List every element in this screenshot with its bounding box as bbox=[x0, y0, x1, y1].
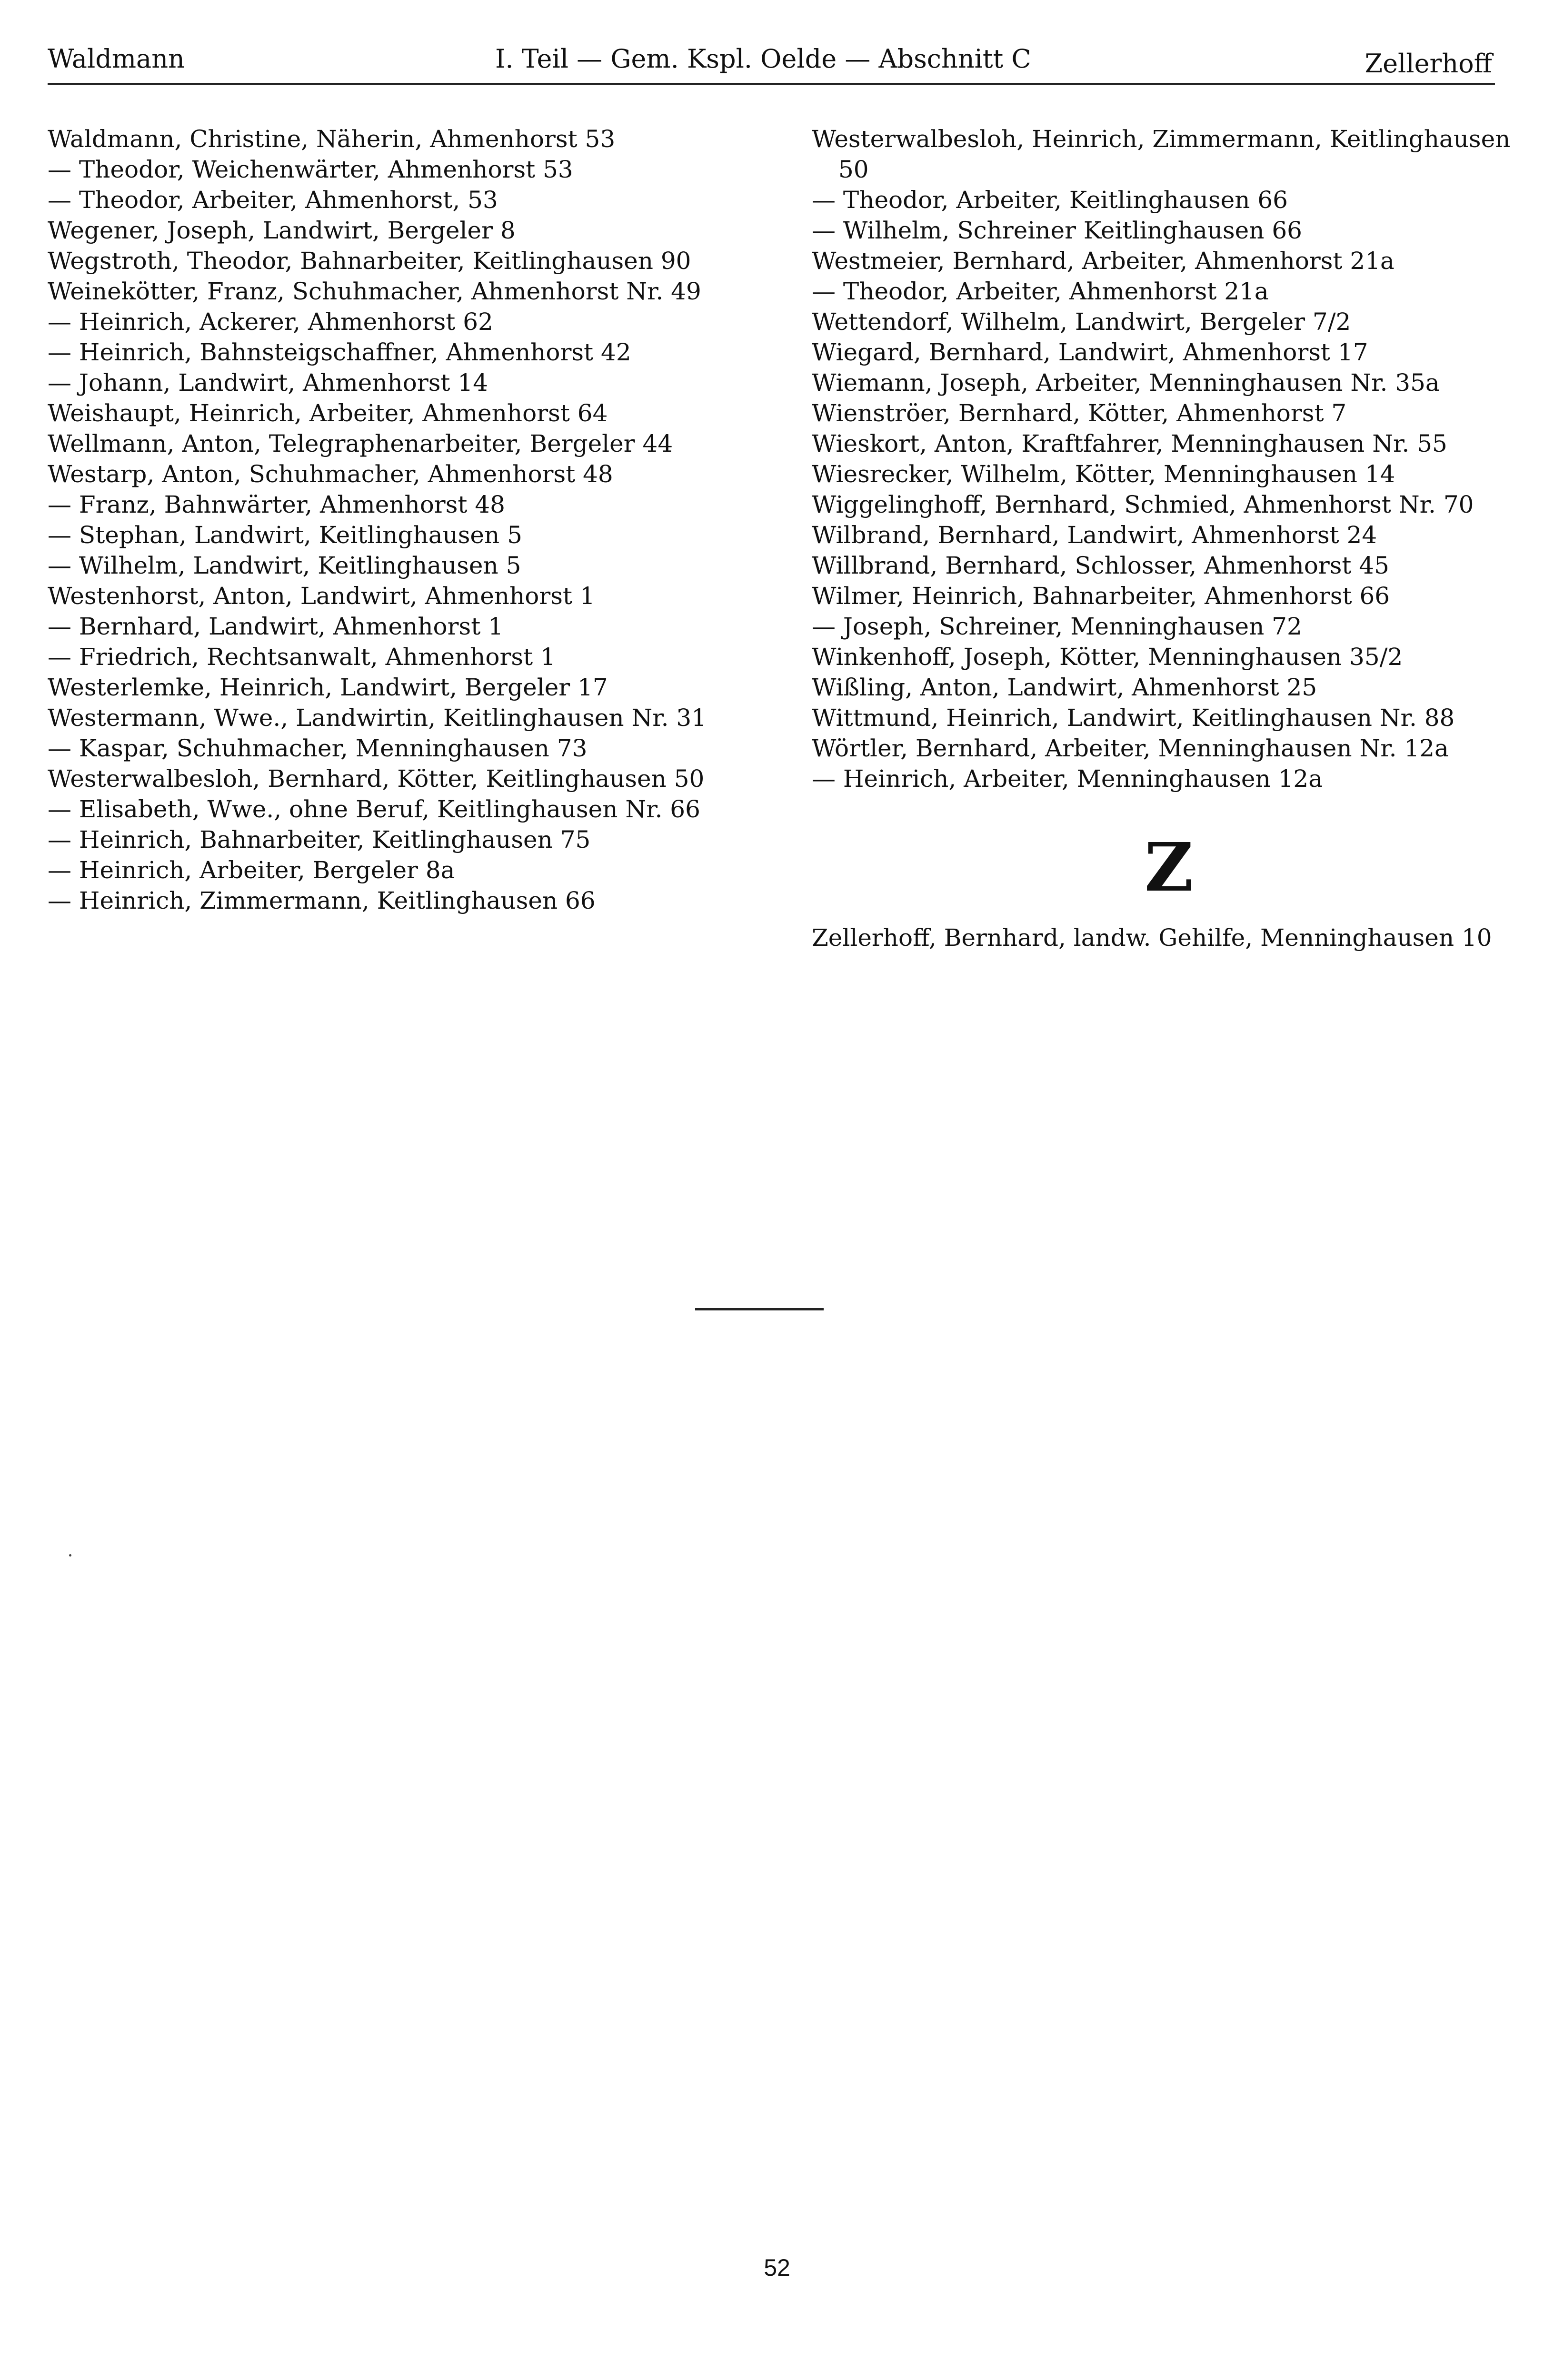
directory-entry: — Elisabeth, Wwe., ohne Beruf, Keitlinghausen Nr. 66 bbox=[48, 795, 700, 823]
directory-entry: Wörtler, Bernhard, Arbeiter, Menninghausen Nr. 12a bbox=[812, 734, 1449, 762]
directory-entry: — Friedrich, Rechtsanwalt, Ahmenhorst 1 bbox=[48, 643, 556, 671]
directory-entry: Westerlemke, Heinrich, Landwirt, Bergeler 17 bbox=[48, 674, 608, 701]
directory-entry: Wettendorf, Wilhelm, Landwirt, Bergeler 7/2 bbox=[812, 308, 1351, 336]
directory-entry: Waldmann, Christine, Näherin, Ahmenhorst 53 bbox=[48, 125, 616, 153]
directory-entry: — Heinrich, Bahnarbeiter, Keitlinghausen 75 bbox=[48, 826, 591, 853]
directory-entry: Wittmund, Heinrich, Landwirt, Keitlinghausen Nr. 88 bbox=[812, 704, 1455, 732]
directory-entry: Zellerhoff, Bernhard, landw. Gehilfe, Menninghausen 10 bbox=[812, 924, 1492, 952]
left-column bbox=[48, 124, 762, 916]
directory-entry: Westarp, Anton, Schuhmacher, Ahmenhorst 48 bbox=[48, 460, 613, 488]
directory-entry: — Heinrich, Bahnsteigschaffner, Ahmenhorst 42 bbox=[48, 338, 631, 366]
directory-entry: — Theodor, Arbeiter, Ahmenhorst, 53 bbox=[48, 186, 498, 214]
directory-entry: Wieskort, Anton, Kraftfahrer, Menninghausen Nr. 55 bbox=[812, 430, 1447, 457]
directory-entry: — Johann, Landwirt, Ahmenhorst 14 bbox=[48, 369, 488, 397]
directory-entry: — Theodor, Arbeiter, Keitlinghausen 66 bbox=[812, 186, 1288, 214]
directory-entry: Wienströer, Bernhard, Kötter, Ahmenhorst 7 bbox=[812, 399, 1347, 427]
end-of-section-rule bbox=[695, 1308, 824, 1310]
directory-entry: — Kaspar, Schuhmacher, Menninghausen 73 bbox=[48, 734, 588, 762]
directory-entry: Wegener, Joseph, Landwirt, Bergeler 8 bbox=[48, 217, 516, 244]
page-header bbox=[0, 44, 1554, 91]
directory-entry: — Heinrich, Ackerer, Ahmenhorst 62 bbox=[48, 308, 493, 336]
directory-entry: — Wilhelm, Schreiner Keitlinghausen 66 bbox=[812, 217, 1302, 244]
directory-entry: Wiggelinghoff, Bernhard, Schmied, Ahmenhorst Nr. 70 bbox=[812, 491, 1474, 518]
directory-entry: — Heinrich, Arbeiter, Bergeler 8a bbox=[48, 856, 455, 884]
right-column-entries bbox=[812, 124, 1526, 794]
directory-entry: Winkenhoff, Joseph, Kötter, Menninghausen 35/2 bbox=[812, 643, 1403, 671]
running-head-right: Zellerhoff bbox=[1365, 49, 1492, 79]
directory-entry: — Bernhard, Landwirt, Ahmenhorst 1 bbox=[48, 613, 504, 640]
page-number: 52 bbox=[764, 2254, 790, 2281]
directory-entry: — Wilhelm, Landwirt, Keitlinghausen 5 bbox=[48, 552, 521, 579]
directory-entry: Westerwalbesloh, Heinrich, Zimmermann, Keitlinghausen 50 bbox=[812, 125, 1511, 183]
directory-entry: — Franz, Bahnwärter, Ahmenhorst 48 bbox=[48, 491, 505, 518]
directory-entry: Wegstroth, Theodor, Bahnarbeiter, Keitlinghausen 90 bbox=[48, 247, 691, 275]
directory-entry: Westerwalbesloh, Bernhard, Kötter, Keitlinghausen 50 bbox=[48, 765, 705, 793]
directory-entry: Wiemann, Joseph, Arbeiter, Menninghausen Nr. 35a bbox=[812, 369, 1440, 397]
running-head-left: Waldmann bbox=[48, 44, 185, 74]
directory-entry: Wiegard, Bernhard, Landwirt, Ahmenhorst 17 bbox=[812, 338, 1368, 366]
directory-entry: Westmeier, Bernhard, Arbeiter, Ahmenhorst 21a bbox=[812, 247, 1395, 275]
directory-entry: — Heinrich, Zimmermann, Keitlinghausen 66 bbox=[48, 887, 596, 914]
header-rule bbox=[48, 83, 1495, 85]
running-head-center: I. Teil — Gem. Kspl. Oelde — Abschnitt C bbox=[495, 44, 1031, 74]
directory-entry: Wilmer, Heinrich, Bahnarbeiter, Ahmenhorst 66 bbox=[812, 582, 1390, 610]
directory-entry: — Theodor, Weichenwärter, Ahmenhorst 53 bbox=[48, 156, 573, 183]
z-section-entries bbox=[812, 922, 1526, 953]
directory-entry: Wilbrand, Bernhard, Landwirt, Ahmenhorst 24 bbox=[812, 521, 1377, 549]
section-letter-z: Z bbox=[1144, 829, 1194, 907]
directory-entry: — Joseph, Schreiner, Menninghausen 72 bbox=[812, 613, 1302, 640]
directory-entry: Wellmann, Anton, Telegraphenarbeiter, Bergeler 44 bbox=[48, 430, 673, 457]
directory-entry: — Heinrich, Arbeiter, Menninghausen 12a bbox=[812, 765, 1323, 793]
directory-entry: Westermann, Wwe., Landwirtin, Keitlinghausen Nr. 31 bbox=[48, 704, 707, 732]
print-speck bbox=[69, 1554, 71, 1557]
directory-entry: Weinekötter, Franz, Schuhmacher, Ahmenhorst Nr. 49 bbox=[48, 278, 701, 305]
directory-entry: — Theodor, Arbeiter, Ahmenhorst 21a bbox=[812, 278, 1269, 305]
directory-entry: Wiesrecker, Wilhelm, Kötter, Menninghausen 14 bbox=[812, 460, 1395, 488]
directory-entry: Wißling, Anton, Landwirt, Ahmenhorst 25 bbox=[812, 674, 1317, 701]
directory-entry: Westenhorst, Anton, Landwirt, Ahmenhorst 1 bbox=[48, 582, 595, 610]
directory-entry: — Stephan, Landwirt, Keitlinghausen 5 bbox=[48, 521, 522, 549]
right-column bbox=[812, 124, 1526, 953]
directory-entry: Weishaupt, Heinrich, Arbeiter, Ahmenhorst 64 bbox=[48, 399, 608, 427]
directory-entry: Willbrand, Bernhard, Schlosser, Ahmenhorst 45 bbox=[812, 552, 1389, 579]
